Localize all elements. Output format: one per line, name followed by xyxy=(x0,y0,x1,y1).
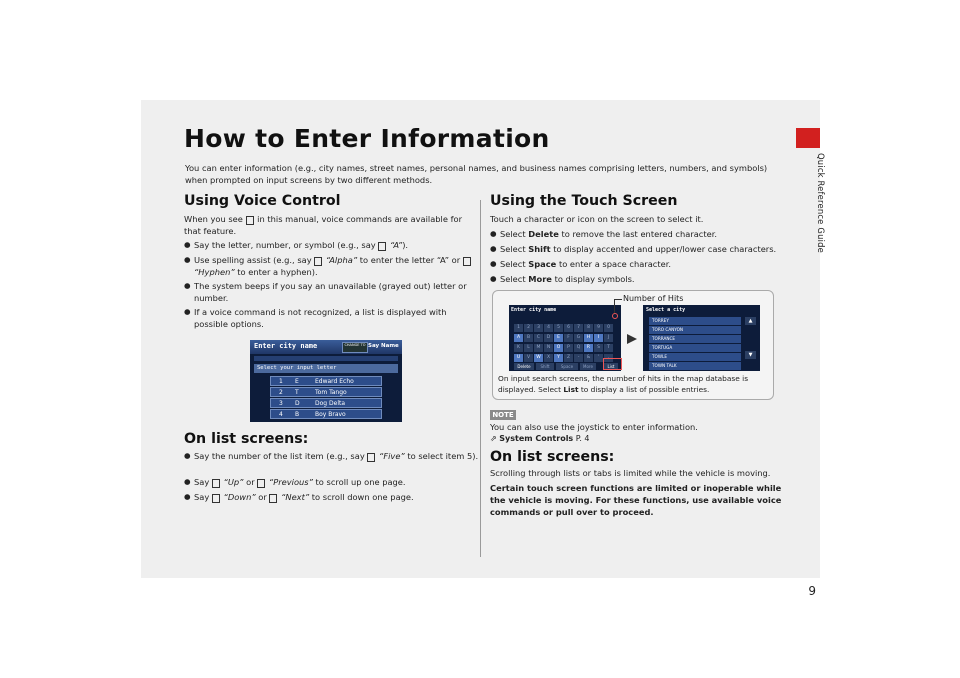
shift-key: Shift xyxy=(536,363,554,370)
key: 2 xyxy=(524,324,533,332)
number-of-hits-callout: Number of Hits xyxy=(623,294,684,303)
city-list-title: Select a city xyxy=(646,307,686,313)
keyboard-screen-title: Enter city name xyxy=(511,307,557,313)
list-right-p2: Certain touch screen functions are limited or inoperable while the vehicle is moving. For these functions, use available voice commands or pull over to proceed. xyxy=(490,483,782,517)
cross-reference: ⇗ System Controls P. 4 xyxy=(490,434,590,443)
key: B xyxy=(524,334,533,342)
key: 3 xyxy=(534,324,543,332)
list-key-highlight xyxy=(603,358,622,370)
city-item: TORREY xyxy=(649,317,741,325)
figure-caption: On input search screens, the number of hits in the map database is displayed. Select List to display a list of possible entries. xyxy=(498,374,749,394)
letter-row: 3 D Dog Delta xyxy=(270,398,382,408)
city-item: TOWLE xyxy=(649,353,741,361)
city-list-screen-image xyxy=(643,305,760,371)
key: & xyxy=(584,354,593,362)
key: L xyxy=(524,344,533,352)
delete-key: Delete xyxy=(514,363,534,370)
key: E xyxy=(554,334,563,342)
touch-bullet-delete: ● Select Delete to remove the last entered character. xyxy=(490,228,800,240)
key: V xyxy=(524,354,533,362)
column-divider xyxy=(480,200,481,557)
say-name-label: Say Name xyxy=(368,343,399,349)
city-item: TORTUGA xyxy=(649,344,741,352)
list-heading-right: On list screens: xyxy=(490,449,615,465)
key: F xyxy=(564,334,573,342)
key: W xyxy=(534,354,543,362)
key: T xyxy=(604,344,613,352)
key: J xyxy=(604,334,613,342)
touch-lead: Touch a character or icon on the screen to select it. xyxy=(490,214,704,224)
key: . xyxy=(604,354,613,362)
list-key: List xyxy=(604,363,618,370)
space-key: Space xyxy=(556,363,578,370)
voice-bullet-3: ● The system beeps if you say an unavailable (grayed out) letter or number. xyxy=(184,280,472,304)
key: 7 xyxy=(574,324,583,332)
note-badge: NOTE xyxy=(490,410,516,420)
list-bullet-2: ● Say 🗣 “Up” or 🗣 “Previous” to scroll up one page. xyxy=(184,476,479,488)
note-text: You can also use the joystick to enter information. xyxy=(490,422,698,432)
key: Z xyxy=(564,354,573,362)
key: 1 xyxy=(514,324,523,332)
letter-row: 4 B Boy Bravo xyxy=(270,409,382,419)
voice-icon xyxy=(269,494,277,503)
list-right-p1: Scrolling through lists or tabs is limited while the vehicle is moving. xyxy=(490,468,771,478)
key: R xyxy=(584,344,593,352)
cross-ref-icon: ⇗ xyxy=(490,434,497,443)
key: 8 xyxy=(584,324,593,332)
screen-title: Enter city name xyxy=(254,342,318,350)
key: C xyxy=(534,334,543,342)
key: O xyxy=(554,344,563,352)
touch-bullet-space: ● Select Space to enter a space character. xyxy=(490,258,800,270)
page-title: How to Enter Information xyxy=(184,124,550,153)
key: 0 xyxy=(604,324,613,332)
key: S xyxy=(594,344,603,352)
xref-link[interactable]: System Controls xyxy=(499,434,574,443)
key: I xyxy=(594,334,603,342)
city-item: TORRANCE xyxy=(649,335,741,343)
key: 4 xyxy=(544,324,553,332)
key: H xyxy=(584,334,593,342)
list-bullet-3: ● Say 🗣 “Down” or 🗣 “Next” to scroll down one page. xyxy=(184,491,479,503)
screen-subtitle: Select your input letter xyxy=(254,364,398,373)
key: X xyxy=(544,354,553,362)
voice-icon xyxy=(314,257,322,266)
key: U xyxy=(514,354,523,362)
key: N xyxy=(544,344,553,352)
list-heading-left: On list screens: xyxy=(184,431,309,447)
key: 6 xyxy=(564,324,573,332)
more-key: More xyxy=(580,363,596,370)
input-bar xyxy=(254,356,398,361)
hits-count-highlight xyxy=(612,313,618,319)
sidebar-guide-label: Quick Reference Guide xyxy=(816,153,826,253)
voice-icon xyxy=(246,216,254,225)
key: Y xyxy=(554,354,563,362)
touch-bullet-more: ● Select More to display symbols. xyxy=(490,273,800,285)
touch-bullet-shift: ● Select Shift to display accented and upper/lower case characters. xyxy=(490,243,800,255)
city-item: TOWN TALK xyxy=(649,362,741,370)
intro-text: You can enter information (e.g., city names, street names, personal names, and business names comprising letters, numbers, and symbols) when prompted on input screens by two different methods. xyxy=(185,163,768,185)
list-bullet-1: ● Say the number of the list item (e.g., say 🗣 “Five” to select item 5). xyxy=(184,450,479,462)
key: 9 xyxy=(594,324,603,332)
touch-heading: Using the Touch Screen xyxy=(490,193,678,209)
voice-heading: Using Voice Control xyxy=(184,193,341,209)
key: - xyxy=(574,354,583,362)
scroll-up-icon: ▲ xyxy=(745,317,756,325)
key: 5 xyxy=(554,324,563,332)
voice-icon xyxy=(212,479,220,488)
voice-icon xyxy=(378,242,386,251)
voice-bullet-2: ● Use spelling assist (e.g., say 🗣 “Alpha” to enter the letter “A” or 🗣 “Hyphen” to enter a hyphen). xyxy=(184,254,472,278)
section-tab xyxy=(796,128,820,148)
key: A xyxy=(514,334,523,342)
voice-icon xyxy=(463,257,471,266)
voice-icon xyxy=(367,453,375,462)
key: Q xyxy=(574,344,583,352)
letter-row: 1 E Edward Echo xyxy=(270,376,382,386)
voice-lead: When you see 🗣 in this manual, voice commands are available for that feature. xyxy=(184,213,470,237)
voice-bullet-4: ● If a voice command is not recognized, a list is displayed with possible options. xyxy=(184,306,472,330)
scroll-down-icon: ▼ xyxy=(745,351,756,359)
letter-row: 2 T Tom Tango xyxy=(270,387,382,397)
voice-screen-image xyxy=(250,340,402,422)
key: D xyxy=(544,334,553,342)
voice-icon xyxy=(212,494,220,503)
key: K xyxy=(514,344,523,352)
key: ' xyxy=(594,354,603,362)
key: G xyxy=(574,334,583,342)
voice-icon xyxy=(257,479,265,488)
city-item: TORO CANYON xyxy=(649,326,741,334)
change-to-button: CHANGE TO xyxy=(342,342,368,353)
key: P xyxy=(564,344,573,352)
page-number: 9 xyxy=(808,584,816,598)
voice-bullet-1: ● Say the letter, number, or symbol (e.g., say 🗣 “A”). xyxy=(184,239,472,251)
key: M xyxy=(534,344,543,352)
callout-line xyxy=(614,299,622,313)
arrow-right-icon xyxy=(627,334,637,344)
